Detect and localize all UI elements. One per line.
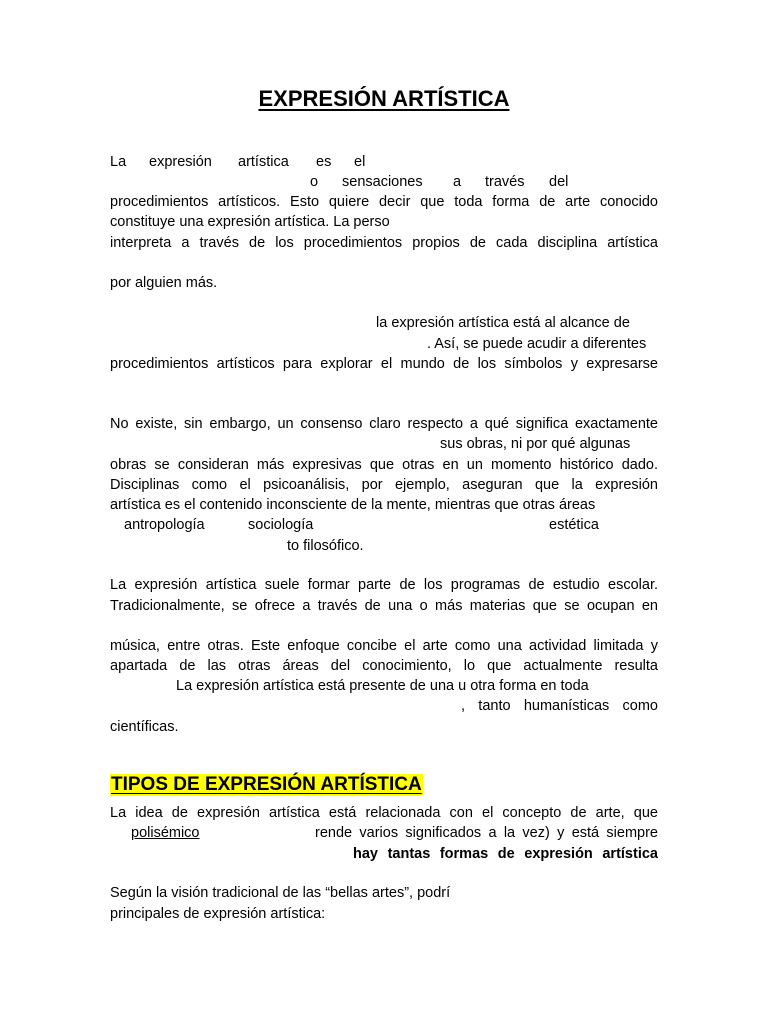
p3-line6-word-antropologia: antropología <box>124 517 205 533</box>
p4-line7: científicas. <box>110 719 179 735</box>
p2-line2: . Así, se puede acudir a diferentes <box>427 336 647 352</box>
p4-line1: La expresión artística suele formar parte de los programas de estudio escolar. <box>110 577 658 593</box>
p1-line2-word-traves: través <box>485 174 525 190</box>
p1-line1-word-la: La <box>110 154 127 170</box>
p4-line3: música, entre otras. Este enfoque concibe el arte como una actividad limitada y <box>110 638 658 654</box>
p1-line2-word-a: a <box>453 174 462 190</box>
p1-line5: interpreta a través de los procedimientos propios de cada disciplina artística <box>110 235 658 251</box>
p2-line3: procedimientos artísticos para explorar el mundo de los símbolos y expresarse <box>110 356 658 372</box>
p6-line1: Según la visión tradicional de las “bellas artes”, podrí <box>110 885 451 901</box>
p3-line4: Disciplinas como el psicoanálisis, por ejemplo, aseguran que la expresión <box>110 477 658 493</box>
p1-line2-word-del: del <box>549 174 569 190</box>
p2-line1: la expresión artística está al alcance de <box>376 315 630 331</box>
p3-line7: to filosófico. <box>287 538 364 554</box>
section-heading-tipos: TIPOS DE EXPRESIÓN ARTÍSTICA <box>111 774 422 795</box>
p1-line6: por alguien más. <box>110 275 218 291</box>
p1-line4: constituye una expresión artística. La perso <box>110 214 390 230</box>
p3-line5: artística es el contenido inconsciente de la mente, mientras que otras áreas <box>110 497 596 513</box>
p4-line4: apartada de las otras áreas del conocimiento, lo que actualmente resulta <box>110 658 658 674</box>
p4-line6: , tanto humanísticas como <box>461 698 658 714</box>
p3-line2: sus obras, ni por qué algunas <box>440 436 631 452</box>
document-title: EXPRESIÓN ARTÍSTICA <box>258 86 510 111</box>
p1-line2-word-o: o <box>310 174 319 190</box>
p3-line6-word-sociologia: sociología <box>248 517 314 533</box>
p1-line3: procedimientos artísticos. Esto quiere decir que toda forma de arte conocido <box>110 194 658 210</box>
p5-line2-link-polisemico[interactable]: polisémico <box>131 825 200 841</box>
p3-line3: obras se consideran más expresivas que otras en un momento histórico dado. <box>110 457 658 473</box>
p1-line1-word-expresion: expresión <box>149 154 212 170</box>
p3-line6-word-estetica: estética <box>549 517 599 533</box>
p4-line5: La expresión artística está presente de una u otra forma en toda <box>176 678 589 694</box>
p1-line1-word-es: es <box>316 154 332 170</box>
p5-line1: La idea de expresión artística está relacionada con el concepto de arte, que <box>110 805 658 821</box>
p3-line1: No existe, sin embargo, un consenso claro respecto a qué significa exactamente <box>110 416 658 432</box>
p4-line2: Tradicionalmente, se ofrece a través de una o más materias que se ocupan en <box>110 598 658 614</box>
p1-line1-word-el: el <box>354 154 366 170</box>
p1-line1-word-artistica: artística <box>238 154 289 170</box>
p6-line2: principales de expresión artística: <box>110 906 326 922</box>
p1-line2-word-sensaciones: sensaciones <box>342 174 423 190</box>
p5-line3-bold: hay tantas formas de expresión artística <box>353 846 658 862</box>
p5-line2-rest: rende varios significados a la vez) y está siempre <box>315 825 658 841</box>
